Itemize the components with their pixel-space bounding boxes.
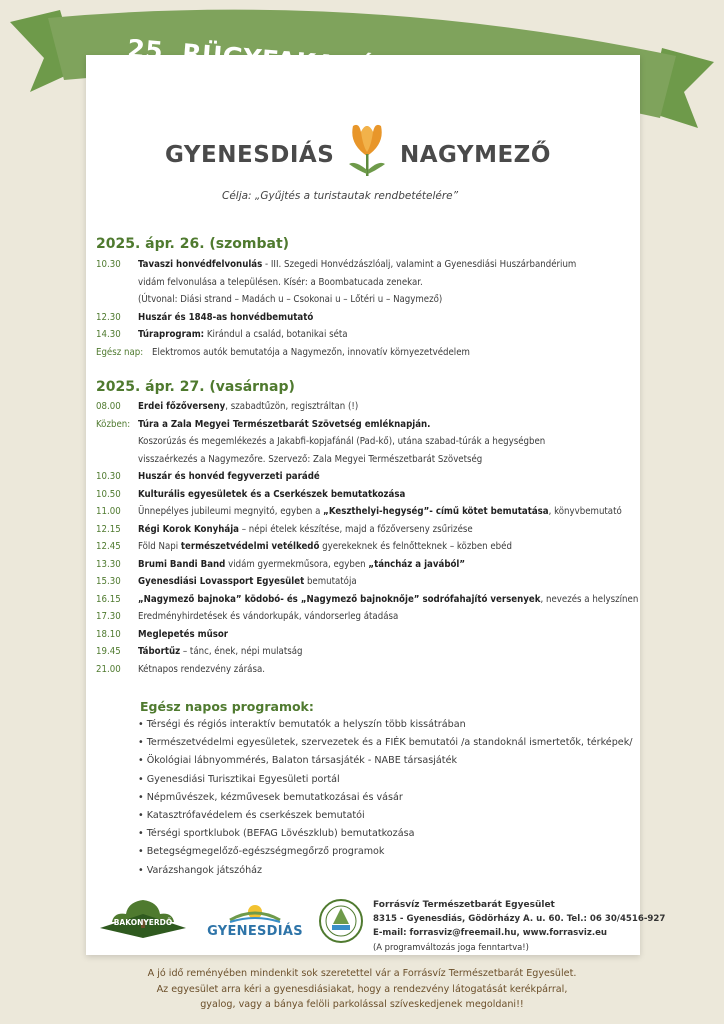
schedule-highlight: Tábortűz <box>138 646 181 657</box>
schedule-detail: Kétnapos rendezvény zárása. <box>138 663 265 675</box>
schedule-text <box>138 521 473 539</box>
goal-line: Célja: „Gyűjtés a turistautak rendbetételére” <box>222 190 459 202</box>
schedule-highlight: Kulturális egyesületek és a Cserkészek bemutatkozása <box>138 488 406 500</box>
gyenesdias-logo-text: GYENESDIÁS <box>207 924 303 939</box>
schedule-detail: Kirándul a család, botanikai séta <box>204 329 348 340</box>
event-title: 25. RÜGYFAKADÁS TAVASZÜNNEP <box>126 33 614 102</box>
schedule-text <box>138 503 622 521</box>
schedule-time: 13.30 <box>96 558 121 570</box>
schedule-detail: Föld Napi <box>138 541 181 552</box>
tulip-icon <box>345 120 389 178</box>
schedule-highlight: „Keszthelyi-hegység”- című kötet bemutatása <box>323 506 549 517</box>
logo-text-right: NAGYMEZŐ <box>400 142 551 168</box>
schedule-highlight: Huszár és honvéd fegyverzeti parádé <box>138 471 320 482</box>
day2-heading: 2025. ápr. 27. (vasárnap) <box>96 379 295 395</box>
allday-item: • Térségi és régiós interaktív bemutatók a helyszín több kissátrában <box>138 719 466 730</box>
schedule-time: 10.30 <box>96 471 121 482</box>
organizer-info <box>373 898 665 954</box>
bottom-note-line: gyalog, vagy a bánya felöli parkolással szíveskedjenek megoldani!! <box>200 999 524 1010</box>
schedule-time: Egész nap: <box>96 346 144 358</box>
schedule-time: 10.50 <box>96 488 121 500</box>
schedule-highlight: Erdei főzőverseny <box>138 401 226 412</box>
bottom-note-line: Az egyesület arra kéri a gyenesdiásiakat, hogy a rendezvény látogatását kerékpárral, <box>156 983 568 995</box>
schedule-highlight: Gyenesdiási Lovassport Egyesület <box>138 576 305 587</box>
schedule-text <box>138 608 398 626</box>
schedule-text <box>138 591 638 609</box>
schedule-detail: , szabadtűzön, regisztráltan (!) <box>225 401 359 412</box>
allday-item: • Természetvédelmi egyesületek, szervezetek és a FIÉK bemutatói /a standoknál ismertetők, térképek/ <box>138 737 633 749</box>
schedule-text <box>138 643 303 661</box>
schedule-detail: Eredményhirdetések és vándorkupák, vándorserleg átadása <box>138 611 399 622</box>
allday-heading: Egész napos programok: <box>140 699 314 714</box>
organizer-note: (A programváltozás joga fenntartva!) <box>373 942 529 952</box>
schedule-highlight: természetvédelmi vetélkedő <box>180 541 320 552</box>
schedule-time: 17.30 <box>96 611 121 622</box>
schedule-time: 15.30 <box>96 576 121 587</box>
bottom-note <box>60 966 664 1013</box>
schedule-text <box>138 326 348 344</box>
schedule-time: 12.15 <box>96 523 121 535</box>
allday-item: • Gyenesdiási Turisztikai Egyesületi portál <box>138 773 340 785</box>
schedule-highlight: Huszár és 1848-as honvédbemutató <box>138 311 314 323</box>
schedule-time: 21.00 <box>96 663 121 675</box>
schedule-detail: (Útvonal: Diási strand – Madách u – Csokonai u – Lőtéri u – Nagymező) <box>138 294 443 305</box>
schedule-time: 08.00 <box>96 401 121 412</box>
schedule-time: 11.00 <box>96 506 121 517</box>
schedule-text <box>138 416 430 434</box>
schedule-text <box>138 573 357 591</box>
schedule-detail: visszaérkezés a Nagymezőre. Szervező: Zala Megyei Természetbarát Szövetség <box>138 453 483 465</box>
schedule-text <box>138 538 512 556</box>
schedule-highlight: Meglepetés műsor <box>138 628 229 640</box>
schedule-detail: – népi ételek készítése, majd a főzőverseny zsűrizése <box>239 523 473 535</box>
schedule-time: 10.30 <box>96 259 121 270</box>
schedule-text <box>138 274 423 292</box>
schedule-detail: bemutatója <box>304 576 357 587</box>
schedule-time: 18.10 <box>96 628 121 640</box>
schedule-text <box>138 398 358 416</box>
schedule-detail: - III. Szegedi Honvédzászlóalj, valamint a Gyenesdiási Huszárbandérium <box>262 259 577 270</box>
schedule-time: Közben: <box>96 418 131 430</box>
schedule-text <box>138 486 405 504</box>
schedule-time: 12.45 <box>96 541 121 552</box>
allday-item: • Katasztrófavédelem és cserkészek bemutatói <box>138 809 365 821</box>
schedule-time: 12.30 <box>96 311 121 323</box>
logo-text-left: GYENESDIÁS <box>165 142 335 168</box>
schedule-text <box>138 451 482 469</box>
schedule-detail: Elektromos autók bemutatója a Nagymezőn, innovatív környezetvédelem <box>152 346 470 358</box>
schedule-text <box>138 661 265 679</box>
schedule-highlight: „táncház a javából” <box>368 558 466 570</box>
schedule-highlight: Brumi Bandi Band <box>138 558 226 570</box>
schedule-detail: , nevezés a helyszínen <box>540 593 639 605</box>
schedule-highlight: Túra a Zala Megyei Természetbarát Szövetség emléknapján. <box>138 418 431 430</box>
schedule-highlight: Tavaszi honvédfelvonulás <box>138 259 263 270</box>
schedule-text <box>138 291 442 309</box>
schedule-detail: vidám gyermekműsora, egyben <box>225 558 369 570</box>
schedule-highlight: „Nagymező bajnoka” ködobó- és „Nagymező bajnoknője” sodrófahajító versenyek <box>138 593 541 605</box>
bakonyerdo-logo-text: BAKONYERDŐ <box>113 918 173 927</box>
schedule-detail: , könyvbemutató <box>548 506 622 517</box>
allday-item: • Varázshangok játszóház <box>138 864 263 876</box>
organizer-email: E-mail: forrasviz@freemail.hu, www.forrasviz.eu <box>373 928 608 938</box>
allday-item: • Népművészek, kézművesek bemutatkozásai és vásár <box>138 791 403 803</box>
schedule-time: 19.45 <box>96 646 121 657</box>
gyenesdias-nagymezo-logo <box>165 120 565 180</box>
schedule-time: 14.30 <box>96 329 121 340</box>
schedule-text <box>152 344 470 362</box>
allday-item: • Ökológiai lábnyommérés, Balaton társasjáték - NABE társasjáték <box>138 755 458 767</box>
organizer-address: 8315 - Gyenesdiás, Gödörházy A. u. 60. Tel.: 06 30/4516-927 <box>373 914 666 924</box>
schedule-highlight: Túraprogram: <box>138 329 205 340</box>
schedule-text <box>138 256 576 274</box>
schedule-detail: Ünnepélyes jubileumi megnyitó, egyben a <box>138 506 324 517</box>
allday-list <box>138 716 632 880</box>
allday-item: • Betegségmegelőző-egészségmegőrző programok <box>138 846 385 858</box>
organizer-name: Forrásvíz Természetbarát Egyesület <box>373 900 555 910</box>
schedule-text <box>138 433 545 451</box>
allday-item: • Térségi sportklubok (BEFAG Lövészklub) bemutatkozása <box>138 828 415 840</box>
schedule-highlight: Régi Korok Konyhája <box>138 523 239 535</box>
schedule-text <box>138 468 320 486</box>
day1-heading: 2025. ápr. 26. (szombat) <box>96 236 290 252</box>
schedule-time: 16.15 <box>96 593 121 605</box>
schedule-text <box>138 626 228 644</box>
forrasviz-seal-logo <box>318 898 364 944</box>
bottom-note-line: A jó idő reményében mindenkit sok szeretettel vár a Forrásvíz Természetbarát Egyesület. <box>147 968 577 979</box>
schedule-text <box>138 556 465 574</box>
schedule-detail: gyerekeknek és felnőtteknek – közben ebéd <box>319 541 512 552</box>
schedule-detail: Koszorúzás és megemlékezés a Jakabfi-kopjafánál (Pad-kő), utána szabad-túrák a hegységben <box>138 436 546 447</box>
schedule-detail: – tánc, ének, népi mulatság <box>180 646 303 657</box>
schedule-text <box>138 309 313 327</box>
schedule-detail: vidám felvonulása a településen. Kísér: a Boombatucada zenekar. <box>138 276 423 288</box>
